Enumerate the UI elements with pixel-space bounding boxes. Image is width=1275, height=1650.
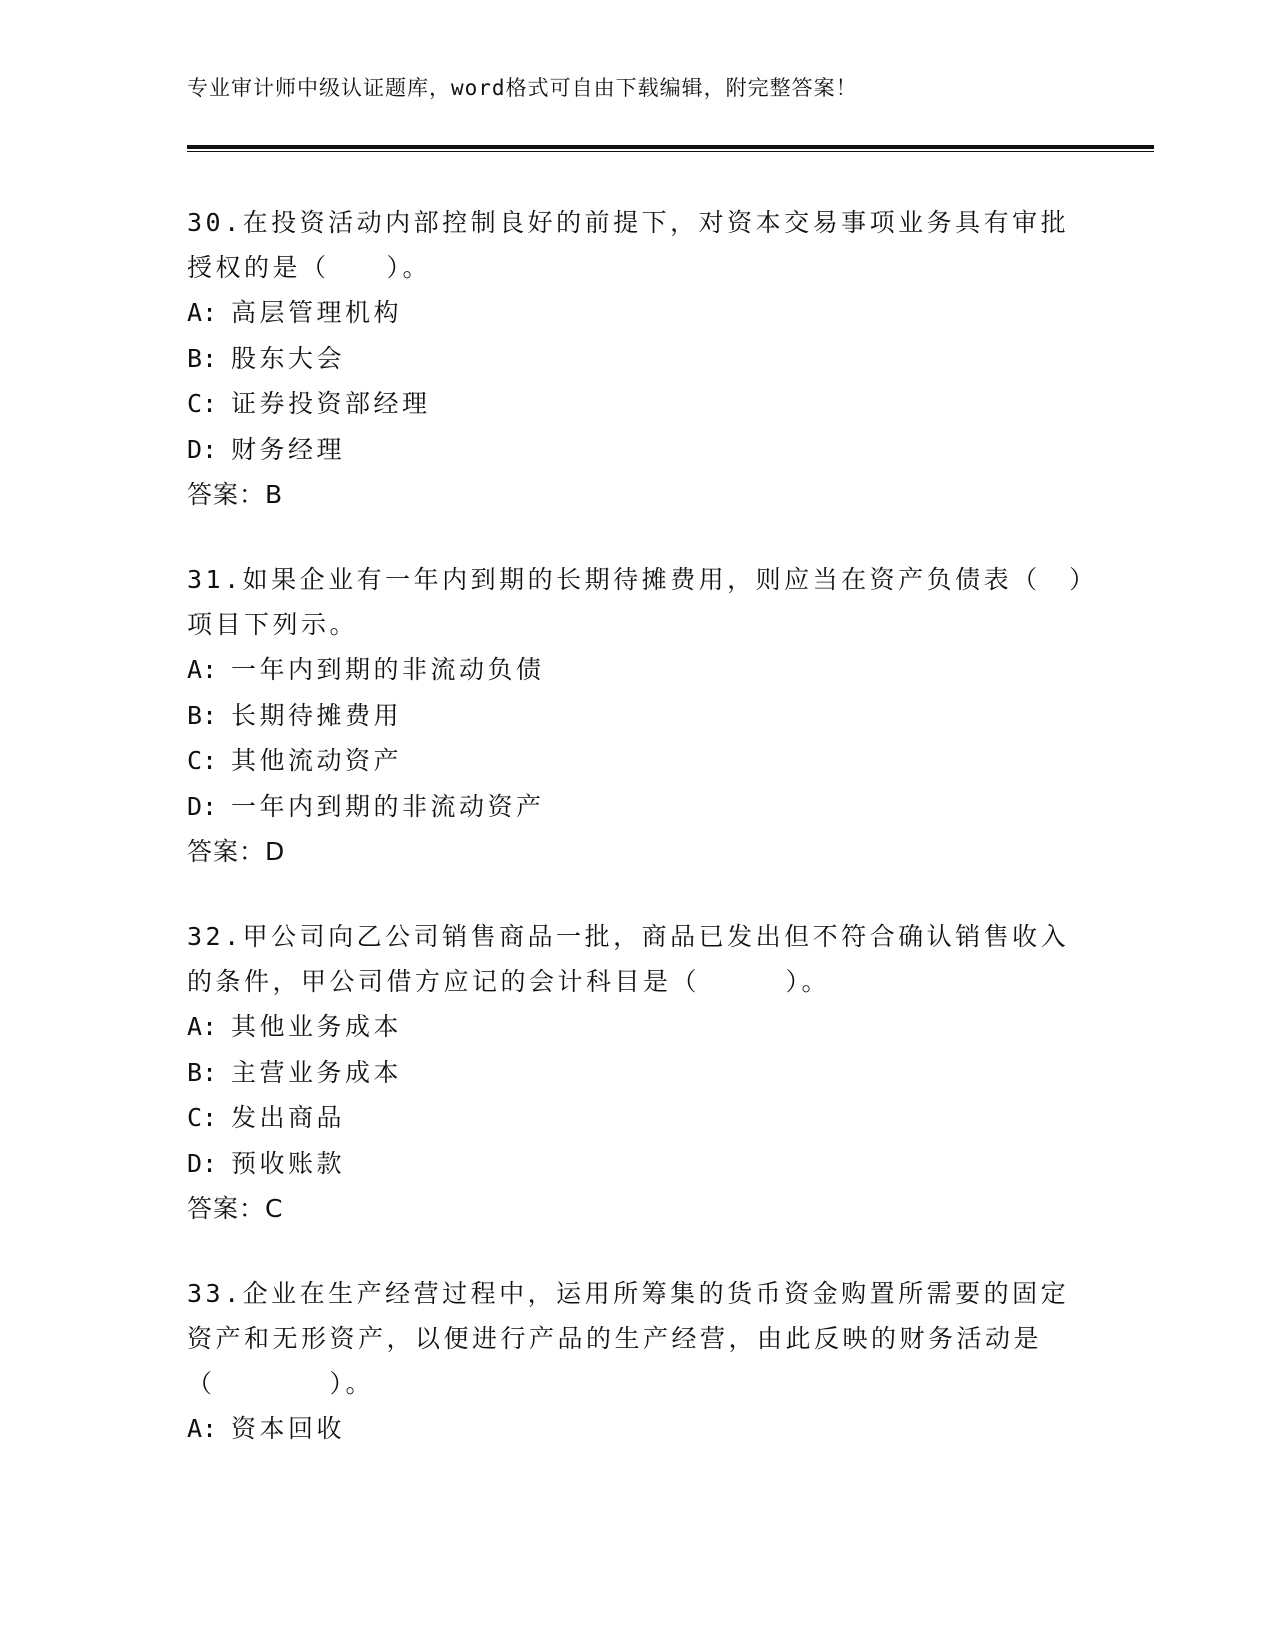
option-letter: B: bbox=[187, 343, 218, 373]
option-c bbox=[187, 1095, 1087, 1141]
option-letter: B: bbox=[187, 700, 218, 730]
question-text: 30.在投资活动内部控制良好的前提下，对资本交易事项业务具有审批授权的是（ ）。 bbox=[187, 208, 1070, 282]
question-33 bbox=[187, 1271, 1087, 1452]
option-text: 发出商品 bbox=[231, 1103, 346, 1132]
option-d bbox=[187, 1141, 1087, 1187]
option-letter: D: bbox=[187, 434, 218, 464]
option-b bbox=[187, 336, 1087, 382]
option-text: 一年内到期的非流动资产 bbox=[231, 791, 545, 821]
question-30 bbox=[187, 200, 1087, 517]
option-text: 财务经理 bbox=[231, 434, 346, 464]
question-31 bbox=[187, 557, 1087, 874]
option-text: 预收账款 bbox=[231, 1148, 346, 1178]
question-text: 32.甲公司向乙公司销售商品一批，商品已发出但不符合确认销售收入的条件，甲公司借方应记的会计科目是（ ）。 bbox=[187, 922, 1070, 996]
option-c bbox=[187, 738, 1087, 784]
header-divider-thin bbox=[187, 151, 1154, 152]
option-b bbox=[187, 693, 1087, 739]
option-text: 一年内到期的非流动负债 bbox=[231, 655, 545, 684]
option-letter: C: bbox=[187, 1103, 218, 1132]
option-text: 其他流动资产 bbox=[231, 746, 403, 775]
option-d bbox=[187, 784, 1087, 830]
question-32 bbox=[187, 914, 1087, 1231]
option-text: 证券投资部经理 bbox=[231, 389, 431, 418]
question-text: 31.如果企业有一年内到期的长期待摊费用，则应当在资产负债表（ ）项目下列示。 bbox=[187, 565, 1086, 639]
option-text: 股东大会 bbox=[231, 343, 346, 373]
option-a bbox=[187, 1406, 1087, 1452]
option-a bbox=[187, 1004, 1087, 1050]
option-a bbox=[187, 290, 1087, 336]
option-letter: A: bbox=[187, 655, 218, 684]
question-list bbox=[187, 200, 1087, 1492]
answer-line: 答案：D bbox=[187, 837, 286, 866]
option-letter: A: bbox=[187, 298, 218, 327]
option-text: 长期待摊费用 bbox=[231, 700, 403, 730]
option-d bbox=[187, 427, 1087, 473]
question-text: 33.企业在生产经营过程中，运用所筹集的货币资金购置所需要的固定资产和无形资产，以便进行产品的生产经营，由此反映的财务活动是（ ）。 bbox=[187, 1279, 1070, 1398]
answer-line: 答案：C bbox=[187, 1194, 284, 1223]
option-letter: A: bbox=[187, 1012, 218, 1041]
option-text: 资本回收 bbox=[231, 1414, 346, 1443]
option-letter: C: bbox=[187, 389, 218, 418]
option-letter: A: bbox=[187, 1414, 218, 1443]
option-letter: B: bbox=[187, 1057, 218, 1087]
option-letter: D: bbox=[187, 1148, 218, 1178]
answer-line: 答案：B bbox=[187, 480, 284, 509]
option-a bbox=[187, 647, 1087, 693]
document-header: 专业审计师中级认证题库，word格式可自由下载编辑，附完整答案！ bbox=[187, 76, 858, 100]
option-b bbox=[187, 1050, 1087, 1096]
header-divider-thick bbox=[187, 145, 1154, 149]
option-letter: C: bbox=[187, 746, 218, 775]
option-letter: D: bbox=[187, 791, 218, 821]
option-text: 主营业务成本 bbox=[231, 1057, 403, 1087]
option-c bbox=[187, 381, 1087, 427]
option-text: 其他业务成本 bbox=[231, 1012, 403, 1041]
option-text: 高层管理机构 bbox=[231, 298, 403, 327]
